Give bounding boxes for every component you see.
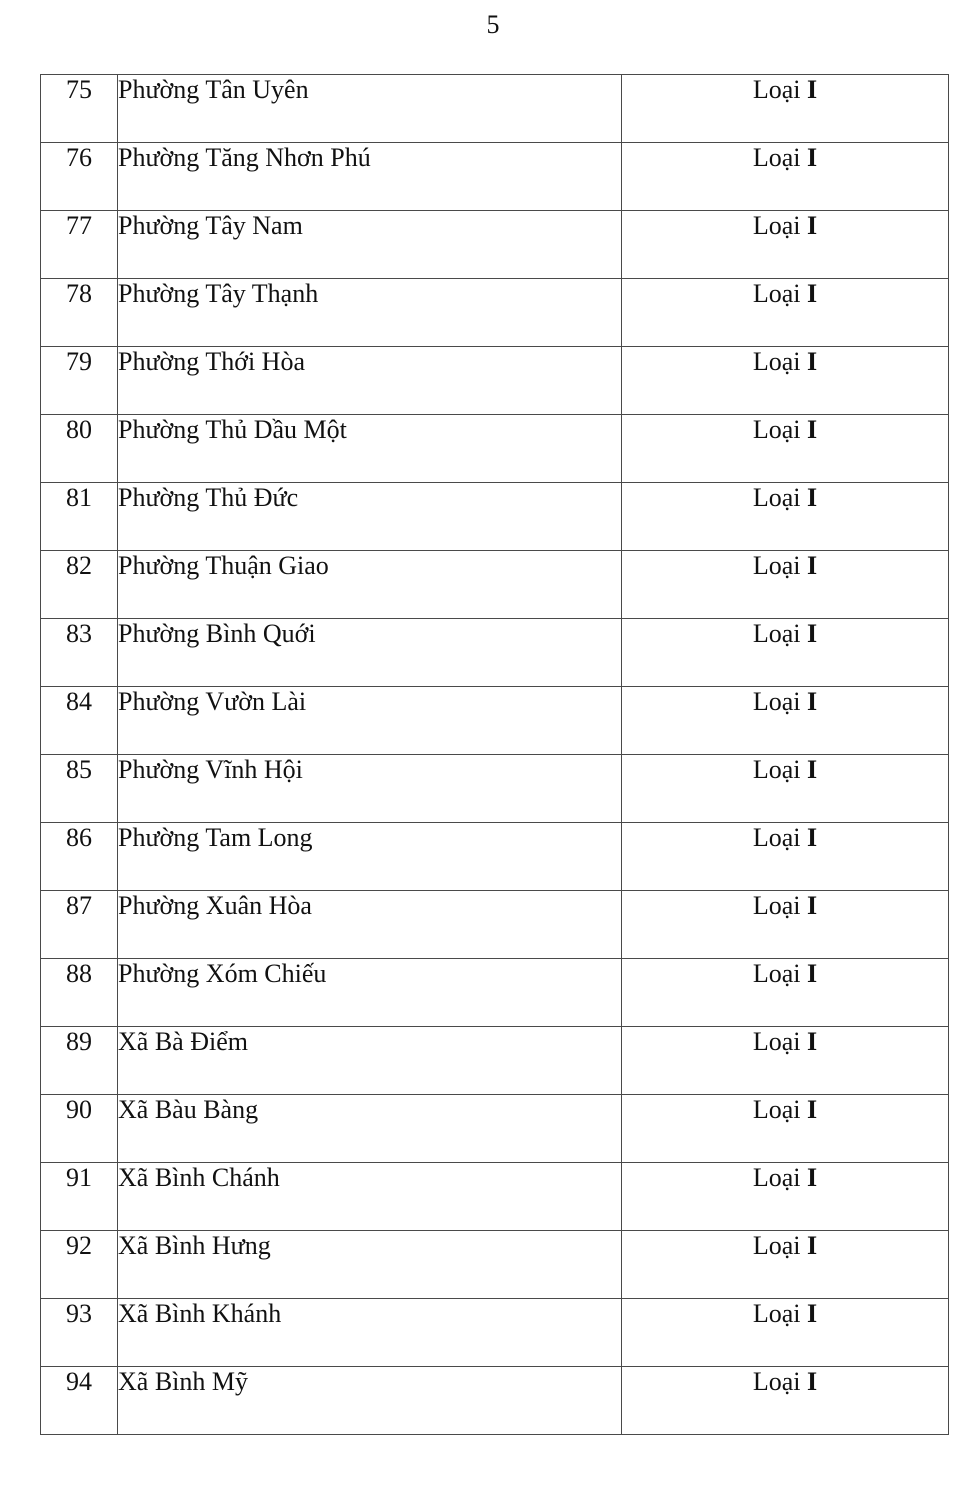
row-number: 92 <box>66 1231 92 1260</box>
classification-grade: I <box>807 415 818 444</box>
unit-name-cell <box>118 687 622 755</box>
classification-grade: I <box>807 1027 818 1056</box>
unit-name: Phường Tây Thạnh <box>118 279 319 308</box>
unit-name-cell <box>118 1163 622 1231</box>
table-row <box>41 551 949 619</box>
unit-name-cell <box>118 755 622 823</box>
table-row <box>41 143 949 211</box>
row-number-cell <box>41 551 118 619</box>
row-number: 83 <box>66 619 92 648</box>
row-number: 87 <box>66 891 92 920</box>
unit-name-cell <box>118 483 622 551</box>
classification-grade: I <box>807 483 818 512</box>
row-number-cell <box>41 823 118 891</box>
unit-name: Phường Vĩnh Hội <box>118 755 303 784</box>
unit-name: Xã Bình Mỹ <box>118 1367 248 1396</box>
classification-grade: I <box>807 279 818 308</box>
unit-name: Phường Xóm Chiếu <box>118 959 327 988</box>
table-row <box>41 1299 949 1367</box>
table-row <box>41 1231 949 1299</box>
classification-cell <box>622 415 949 483</box>
row-number: 84 <box>66 687 92 716</box>
row-number: 75 <box>66 75 92 104</box>
table-row <box>41 959 949 1027</box>
row-number: 90 <box>66 1095 92 1124</box>
unit-name-cell <box>118 1095 622 1163</box>
classification-label: Loại <box>752 279 801 308</box>
classification-cell <box>622 823 949 891</box>
classification-cell <box>622 755 949 823</box>
unit-name-cell <box>118 1299 622 1367</box>
unit-name-cell <box>118 211 622 279</box>
row-number-cell <box>41 1299 118 1367</box>
row-number-cell <box>41 1027 118 1095</box>
unit-name: Phường Xuân Hòa <box>118 891 312 920</box>
classification-grade: I <box>807 211 818 240</box>
unit-name-cell <box>118 279 622 347</box>
classification-label: Loại <box>752 143 801 172</box>
classification-label: Loại <box>752 1299 801 1328</box>
unit-name: Phường Thủ Dầu Một <box>118 415 347 444</box>
classification-cell <box>622 1027 949 1095</box>
table-row <box>41 211 949 279</box>
classification-label: Loại <box>752 959 801 988</box>
table-row <box>41 1027 949 1095</box>
classification-cell <box>622 1231 949 1299</box>
classification-grade: I <box>807 1095 818 1124</box>
table-row <box>41 891 949 959</box>
unit-name-cell <box>118 959 622 1027</box>
row-number-cell <box>41 1163 118 1231</box>
row-number-cell <box>41 959 118 1027</box>
unit-name: Phường Thới Hòa <box>118 347 306 376</box>
table-row <box>41 347 949 415</box>
unit-name-cell <box>118 891 622 959</box>
row-number: 80 <box>66 415 92 444</box>
classification-cell <box>622 687 949 755</box>
classification-grade: I <box>807 143 818 172</box>
page-number: 5 <box>486 10 500 39</box>
row-number: 78 <box>66 279 92 308</box>
unit-name: Xã Bà Điểm <box>118 1027 248 1056</box>
classification-label: Loại <box>752 483 801 512</box>
table-row <box>41 415 949 483</box>
row-number-cell <box>41 279 118 347</box>
table-row <box>41 687 949 755</box>
classification-cell <box>622 347 949 415</box>
row-number-cell <box>41 347 118 415</box>
classification-label: Loại <box>752 1163 801 1192</box>
unit-name: Phường Thuận Giao <box>118 551 329 580</box>
unit-name-cell <box>118 347 622 415</box>
row-number: 94 <box>66 1367 92 1396</box>
classification-cell <box>622 891 949 959</box>
unit-name: Phường Tăng Nhơn Phú <box>118 143 371 172</box>
row-number-cell <box>41 483 118 551</box>
unit-name: Xã Bình Hưng <box>118 1231 271 1260</box>
row-number-cell <box>41 619 118 687</box>
unit-name-cell <box>118 823 622 891</box>
classification-label: Loại <box>752 755 801 784</box>
unit-name-cell <box>118 1027 622 1095</box>
unit-name-cell <box>118 75 622 143</box>
classification-label: Loại <box>752 1367 801 1396</box>
classification-label: Loại <box>752 891 801 920</box>
unit-name: Xã Bình Chánh <box>118 1163 280 1192</box>
row-number: 89 <box>66 1027 92 1056</box>
table-body <box>41 75 949 1435</box>
row-number-cell <box>41 1095 118 1163</box>
row-number: 86 <box>66 823 92 852</box>
classification-grade: I <box>807 755 818 784</box>
classification-label: Loại <box>752 1231 801 1260</box>
row-number: 88 <box>66 959 92 988</box>
classification-label: Loại <box>752 75 801 104</box>
classification-label: Loại <box>752 415 801 444</box>
classification-grade: I <box>807 75 818 104</box>
row-number: 76 <box>66 143 92 172</box>
unit-name: Phường Thủ Đức <box>118 483 299 512</box>
row-number: 82 <box>66 551 92 580</box>
classification-cell <box>622 1095 949 1163</box>
classification-label: Loại <box>752 347 801 376</box>
classification-cell <box>622 619 949 687</box>
classification-grade: I <box>807 1231 818 1260</box>
row-number: 91 <box>66 1163 92 1192</box>
table-row <box>41 279 949 347</box>
row-number-cell <box>41 891 118 959</box>
classification-grade: I <box>807 687 818 716</box>
row-number: 79 <box>66 347 92 376</box>
row-number: 85 <box>66 755 92 784</box>
classification-cell <box>622 211 949 279</box>
classification-cell <box>622 1299 949 1367</box>
row-number-cell <box>41 1367 118 1435</box>
table-row <box>41 619 949 687</box>
classification-grade: I <box>807 891 818 920</box>
classification-cell <box>622 279 949 347</box>
table-row <box>41 483 949 551</box>
classification-grade: I <box>807 347 818 376</box>
classification-cell <box>622 959 949 1027</box>
row-number: 93 <box>66 1299 92 1328</box>
classification-grade: I <box>807 959 818 988</box>
unit-name: Phường Bình Quới <box>118 619 316 648</box>
table-row <box>41 75 949 143</box>
classification-label: Loại <box>752 687 801 716</box>
row-number: 81 <box>66 483 92 512</box>
unit-name: Xã Bình Khánh <box>118 1299 282 1328</box>
row-number-cell <box>41 75 118 143</box>
classification-cell <box>622 1163 949 1231</box>
classification-cell <box>622 75 949 143</box>
row-number: 77 <box>66 211 92 240</box>
classification-label: Loại <box>752 551 801 580</box>
classification-grade: I <box>807 1367 818 1396</box>
unit-name-cell <box>118 551 622 619</box>
unit-name: Phường Tam Long <box>118 823 313 852</box>
classification-label: Loại <box>752 1027 801 1056</box>
classification-cell <box>622 143 949 211</box>
classification-cell <box>622 483 949 551</box>
classification-cell <box>622 1367 949 1435</box>
classification-grade: I <box>807 823 818 852</box>
classification-label: Loại <box>752 211 801 240</box>
classification-grade: I <box>807 551 818 580</box>
classification-grade: I <box>807 1163 818 1192</box>
unit-name: Xã Bàu Bàng <box>118 1095 259 1124</box>
table-row <box>41 1095 949 1163</box>
classification-table <box>40 74 949 1435</box>
classification-label: Loại <box>752 619 801 648</box>
unit-name-cell <box>118 143 622 211</box>
row-number-cell <box>41 143 118 211</box>
unit-name-cell <box>118 619 622 687</box>
classification-label: Loại <box>752 823 801 852</box>
classification-grade: I <box>807 619 818 648</box>
unit-name: Phường Tân Uyên <box>118 75 309 104</box>
row-number-cell <box>41 687 118 755</box>
classification-grade: I <box>807 1299 818 1328</box>
unit-name-cell <box>118 1367 622 1435</box>
table-row <box>41 823 949 891</box>
table-row <box>41 1163 949 1231</box>
row-number-cell <box>41 755 118 823</box>
unit-name: Phường Vườn Lài <box>118 687 307 716</box>
unit-name-cell <box>118 415 622 483</box>
table-row <box>41 755 949 823</box>
row-number-cell <box>41 1231 118 1299</box>
row-number-cell <box>41 211 118 279</box>
classification-cell <box>622 551 949 619</box>
unit-name-cell <box>118 1231 622 1299</box>
unit-name: Phường Tây Nam <box>118 211 303 240</box>
classification-label: Loại <box>752 1095 801 1124</box>
row-number-cell <box>41 415 118 483</box>
table-row <box>41 1367 949 1435</box>
